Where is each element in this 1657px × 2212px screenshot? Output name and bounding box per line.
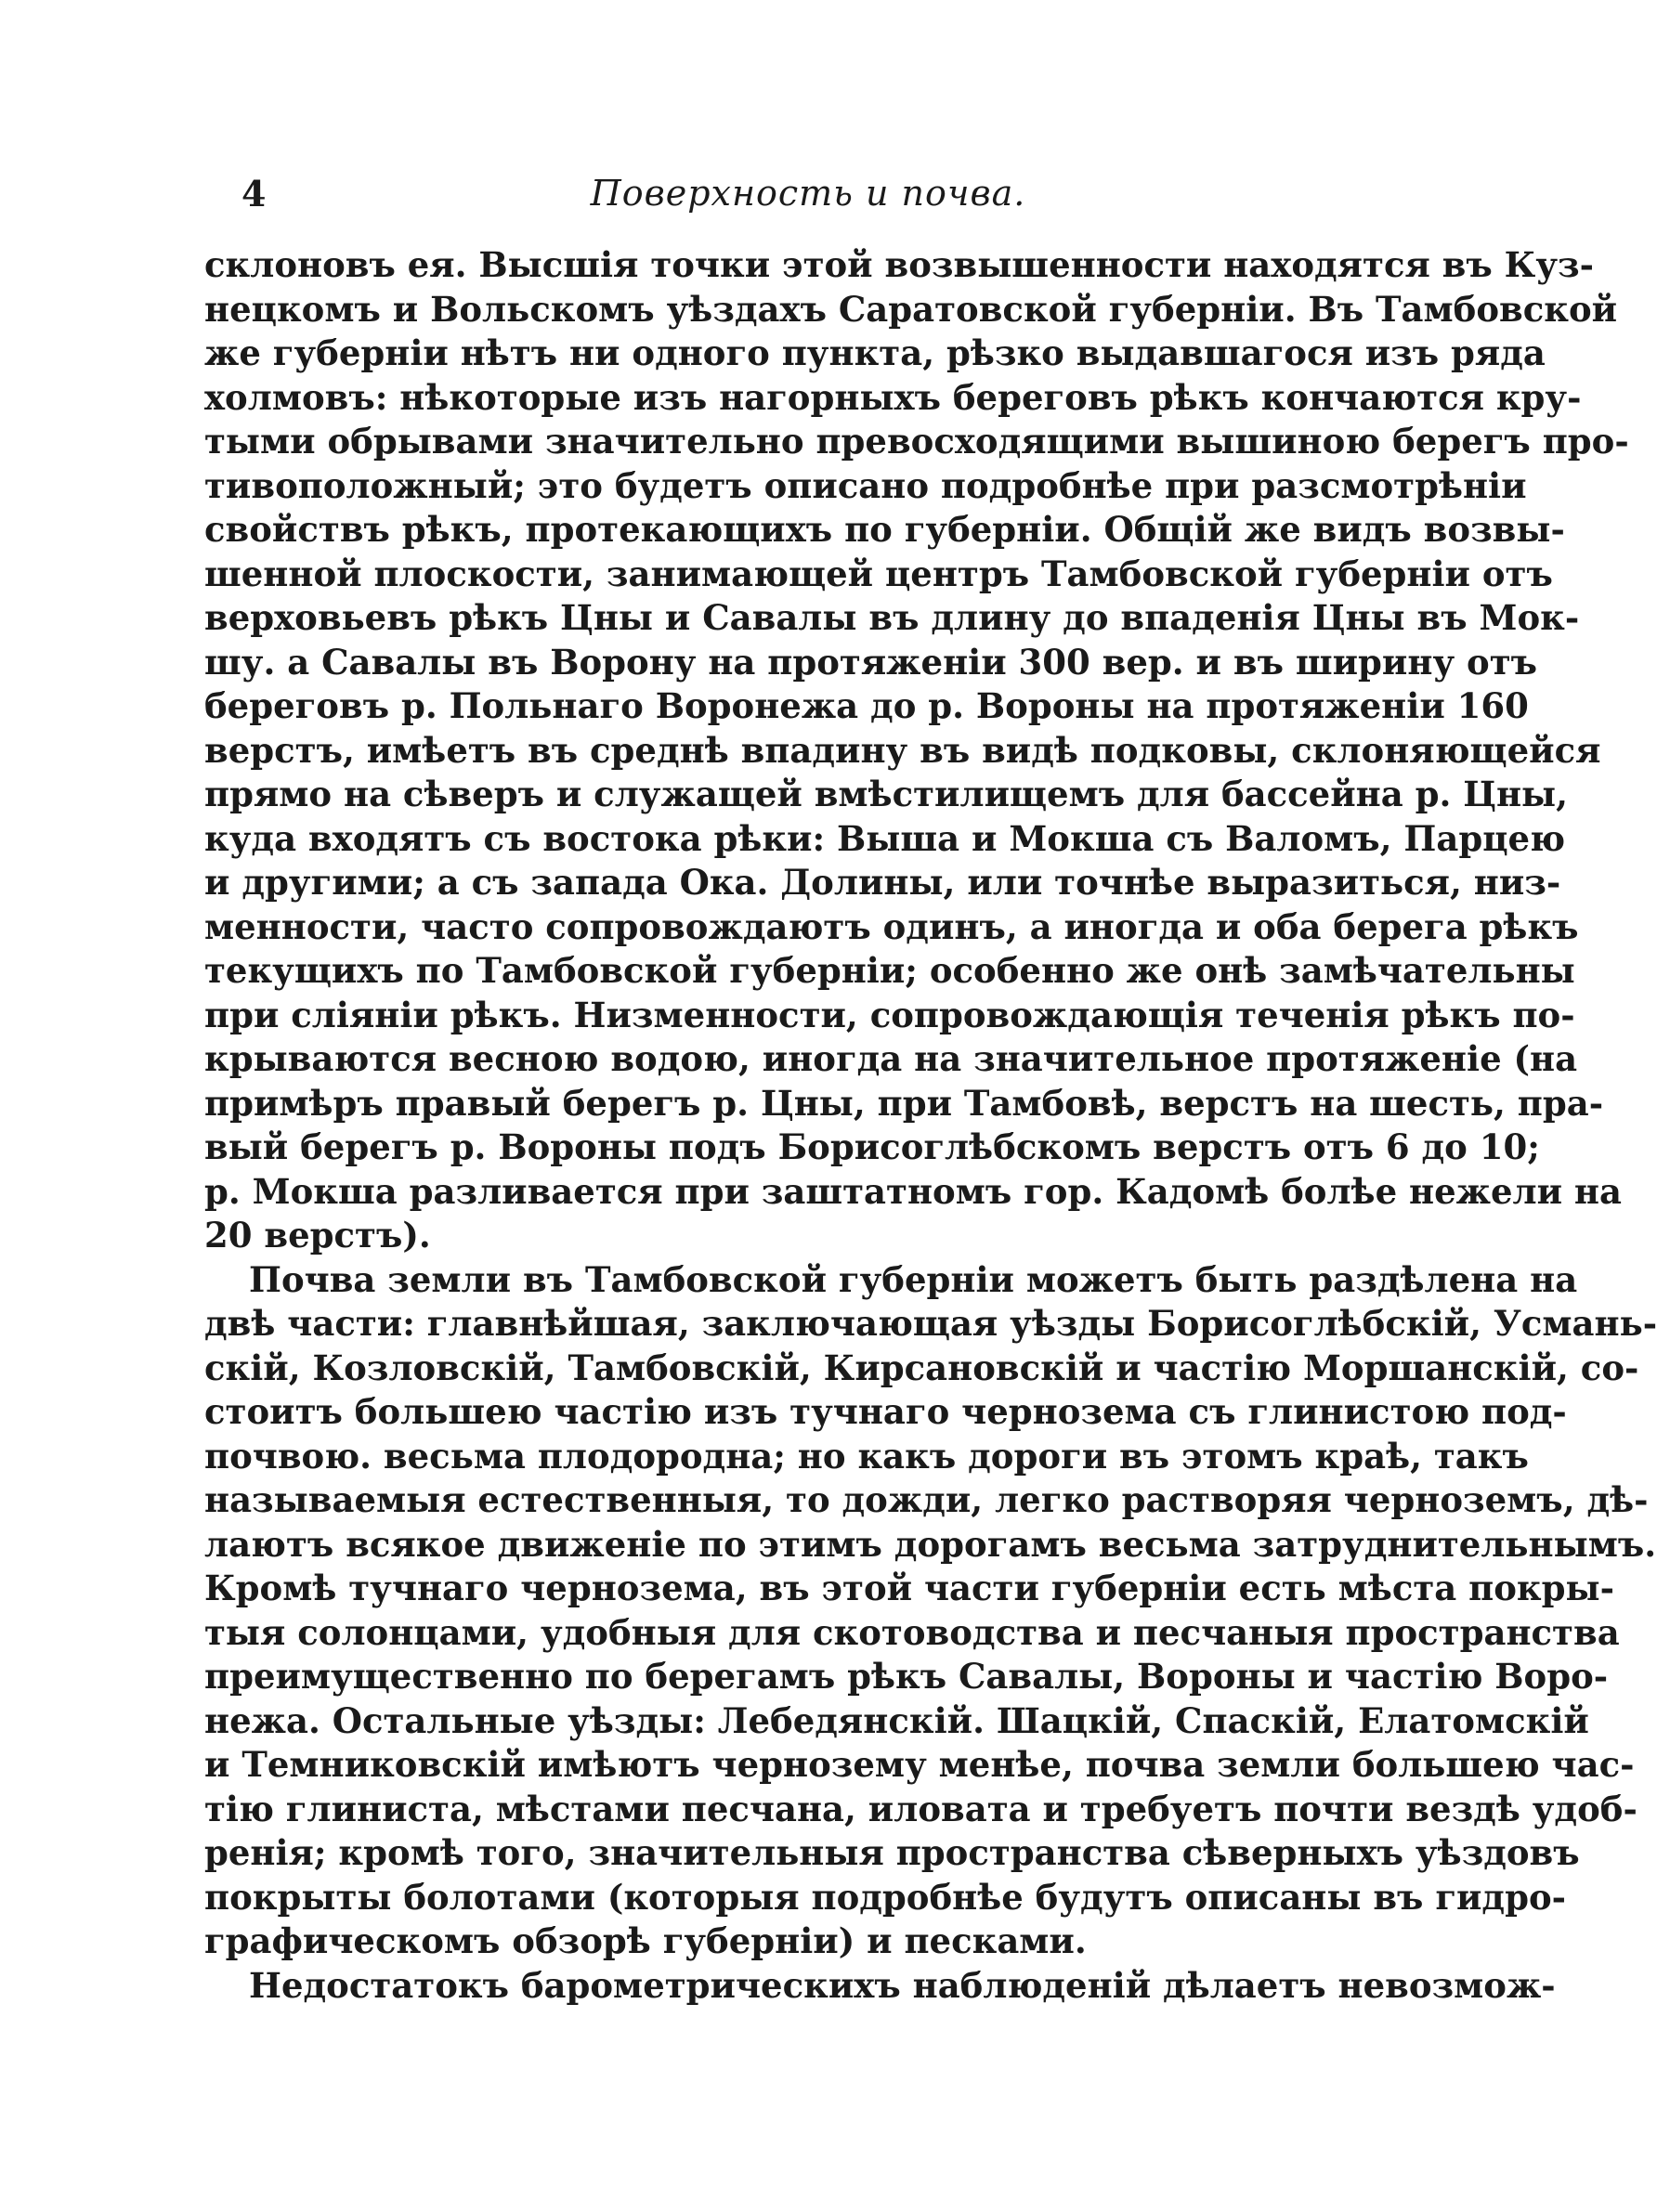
text-line: же губерніи нѣтъ ни одного пункта, рѣзко выдавшагося изъ ряда [204,332,1546,373]
text-line: 20 верстъ). [204,1215,431,1256]
text-line: преимущественно по берегамъ рѣкъ Савалы, Вороны и частію Воро- [204,1656,1609,1697]
text-line: верховьевъ рѣкъ Цны и Савалы въ длину до впаденія Цны въ Мок- [204,597,1580,638]
paragraph [204,1258,1657,1964]
text-line: р. Мокша разливается при заштатномъ гор. Кадомѣ болѣе нежели на [204,1170,1622,1212]
text-line: и Темниковскій имѣютъ чернозему менѣе, почва земли большею час- [204,1744,1635,1785]
text-line: покрыты болотами (которыя подробнѣе будутъ описаны въ гидро- [204,1876,1566,1918]
text-line: верстъ, имѣетъ въ среднѣ впадину въ видѣ подковы, склоняющейся [204,729,1601,771]
text-line: и другими; а съ запада Ока. Долины, или точнѣе выразиться, низ- [204,862,1561,903]
text-line: прямо на сѣверъ и служащей вмѣстилищемъ для бассейна р. Цны, [204,774,1569,814]
text-line: почвою. весьма плодородна; но какъ дороги въ этомъ краѣ, такъ [204,1435,1529,1477]
text-line: Почва земли въ Тамбовской губерніи можетъ быть раздѣлена на [249,1258,1578,1300]
text-line: склоновъ ея. Высшія точки этой возвышенности находятся въ Куз- [204,244,1594,285]
page-number: 4 [241,173,267,215]
paragraph [204,1964,1556,2009]
text-line: графическомъ обзорѣ губерніи) и песками. [204,1920,1087,1961]
text-line: тыя солонцами, удобныя для скотоводства и песчаныя пространства [204,1611,1620,1653]
text-line: скій, Козловскій, Тамбовскій, Кирсановскій и частію Моршанскій, со- [204,1347,1639,1388]
text-line: нежа. Остальные уѣзды: Лебедянскій. Шацкій, Спаскій, Елатомскій [204,1699,1589,1741]
text-line: шу. а Савалы въ Ворону на протяженіи 300 вер. и въ ширину отъ [204,641,1537,683]
text-line: называемыя естественныя, то дожди, легко растворяя черноземъ, дѣ- [204,1479,1649,1520]
body-text [204,243,1657,2008]
text-line: шенной плоскости, занимающей центръ Тамбовской губерніи отъ [204,553,1553,594]
text-line: менности, часто сопровождаютъ одинъ, а иногда и оба берега рѣкъ [204,905,1579,947]
text-line: тію глиниста, мѣстами песчана, иловата и требуетъ почти вездѣ удоб- [204,1788,1637,1829]
text-line: текущихъ по Тамбовской губерніи; особенно же онѣ замѣчательны [204,950,1575,991]
text-line: стоитъ большею частію изъ тучнаго чернозема съ глинистою под- [204,1391,1567,1432]
paragraph [204,243,1629,1258]
running-head: Поверхность и почва. [590,173,1026,214]
page-header [241,173,1375,228]
text-line: при сліяніи рѣкъ. Низменности, сопровождающія теченія рѣкъ по- [204,994,1575,1035]
text-line: береговъ р. Польнаго Воронежа до р. Вороны на протяженіи 160 [204,685,1529,726]
text-line: тыми обрывами значительно превосходящими вышиною берегъ про- [204,421,1629,462]
text-line: крываются весною водою, иногда на значительное протяженіе (на [204,1038,1578,1079]
text-line: Недостатокъ барометрическихъ наблюденій дѣлаетъ невозмож- [249,1964,1556,2006]
text-line: двѣ части: главнѣйшая, заключающая уѣзды Борисоглѣбскій, Усмань- [204,1303,1657,1344]
text-line: куда входятъ съ востока рѣки: Выша и Мокша съ Валомъ, Парцею [204,817,1566,859]
text-line: нецкомъ и Вольскомъ уѣздахъ Саратовской губерніи. Въ Тамбовской [204,288,1618,330]
text-line: примѣръ правый берегъ р. Цны, при Тамбовѣ, верстъ на шесть, пра- [204,1082,1604,1124]
text-line: свойствъ рѣкъ, протекающихъ по губерніи. Общій же видъ возвы- [204,509,1565,550]
text-line: ренія; кромѣ того, значительныя пространства сѣверныхъ уѣздовъ [204,1832,1580,1873]
text-line: тивоположный; это будетъ описано подробнѣе при разсмотрѣніи [204,464,1527,506]
text-line: холмовъ: нѣкоторые изъ нагорныхъ береговъ рѣкъ кончаются кру- [204,376,1582,418]
text-line: Кромѣ тучнаго чернозема, въ этой части губерніи есть мѣста покры- [204,1568,1614,1608]
text-line: вый берегъ р. Вороны подъ Борисоглѣбскомъ верстъ отъ 6 до 10; [204,1126,1540,1167]
text-line: лаютъ всякое движеніе по этимъ дорогамъ весьма затруднительнымъ. [204,1523,1657,1565]
